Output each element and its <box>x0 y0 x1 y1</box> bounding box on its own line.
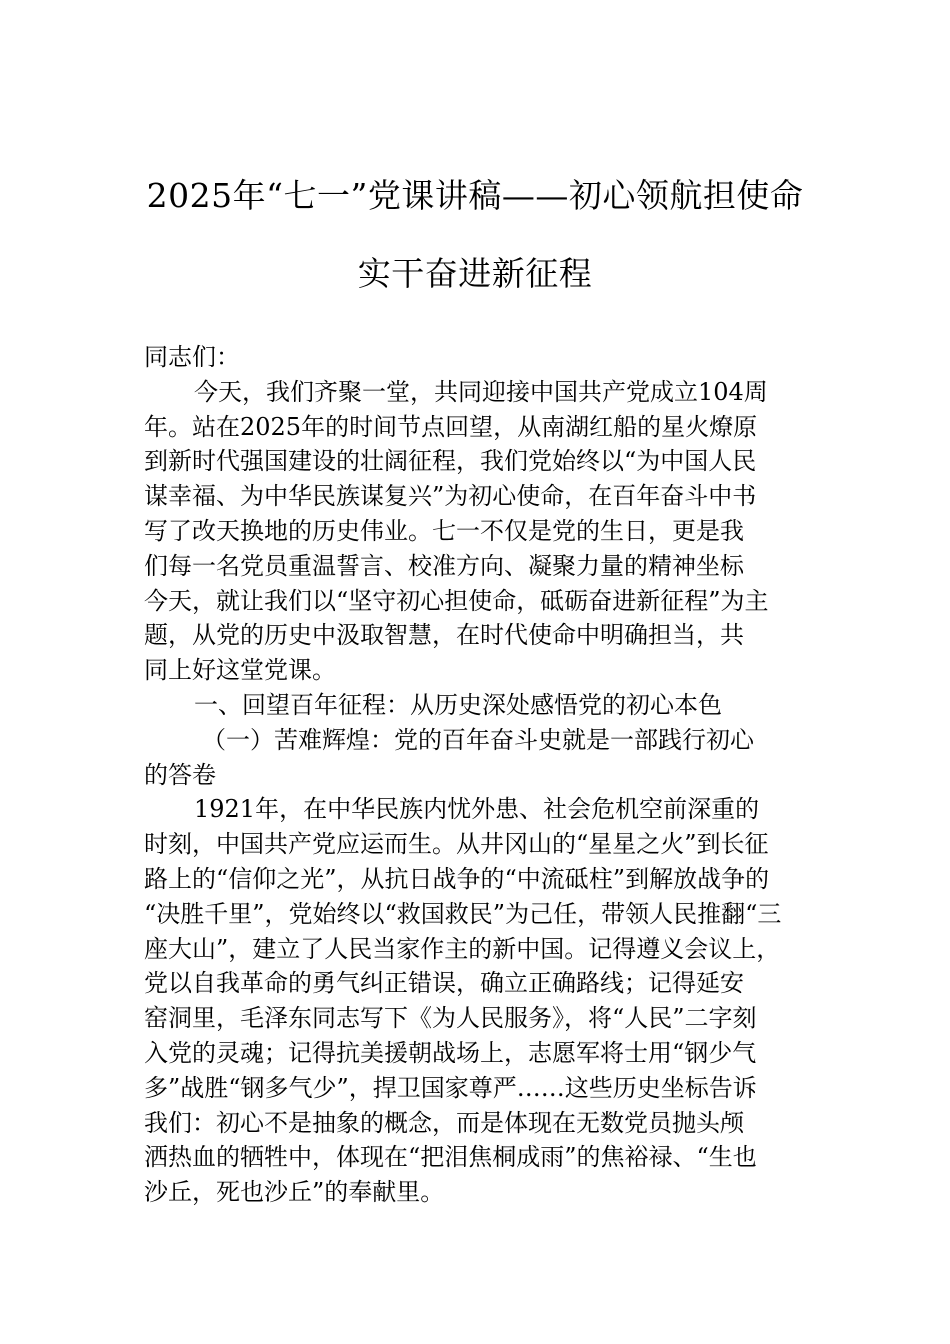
body-text-line: 年。站在2025年的时间节点回望，从南湖红船的星火燎原 <box>144 412 758 441</box>
body-text-line: 今天，我们齐聚一堂，共同迎接中国共产党成立104周 <box>194 377 768 406</box>
body-text-line: 题，从党的历史中汲取智慧，在时代使命中明确担当，共 <box>144 621 744 650</box>
body-text-line: 窑洞里，毛泽东同志写下《为人民服务》，将“人民”二字刻 <box>144 1004 757 1033</box>
body-text-line: 1921年，在中华民族内忧外患、社会危机空前深重的 <box>194 795 760 824</box>
body-text-line: “决胜千里”，党始终以“救国救民”为己任，带领人民推翻“三 <box>144 899 782 928</box>
body-text-line: 同上好这堂党课。 <box>144 656 336 685</box>
salutation: 同志们： <box>144 343 240 371</box>
document-title <box>120 176 830 294</box>
body-text-line: 的答卷 <box>144 760 216 789</box>
body-text-line: 党以自我革命的勇气纠正错误，确立正确路线；记得延安 <box>144 969 744 998</box>
body-text-line: 时刻，中国共产党应运而生。从井冈山的“星星之火”到长征 <box>144 830 769 859</box>
body-text-line: 座大山”，建立了人民当家作主的新中国。记得遵义会议上， <box>144 934 781 963</box>
title-line-1: 2025年“七一”党课讲稿——初心领航担使命 <box>146 176 804 215</box>
body-text-line: 我们：初心不是抽象的概念，而是体现在无数党员抛头颅 <box>144 1108 744 1137</box>
subsection-heading: （一）苦难辉煌：党的百年奋斗史就是一部践行初心 <box>202 725 754 754</box>
body-text-line: 到新时代强国建设的壮阔征程，我们党始终以“为中国人民 <box>144 447 757 476</box>
body-text-line: 们每一名党员重温誓言、校准方向、凝聚力量的精神坐标 <box>144 551 744 580</box>
body-text-line: 多”战胜“钢多气少”，捍卫国家尊严……这些历史坐标告诉 <box>144 1073 757 1102</box>
body-text-line: 今天，就让我们以“坚守初心担使命，砥砺奋进新征程”为主 <box>144 586 769 615</box>
document-body <box>144 340 810 1210</box>
title-line-2: 实干奋进新征程 <box>357 254 593 293</box>
body-text-line: 写了改天换地的历史伟业。七一不仅是党的生日，更是我 <box>144 516 744 545</box>
body-text-line: 路上的“信仰之光”，从抗日战争的“中流砥柱”到解放战争的 <box>144 864 770 893</box>
body-text-line: 入党的灵魂；记得抗美援朝战场上，志愿军将士用“钢少气 <box>144 1038 757 1067</box>
body-text-line: 洒热血的牺牲中，体现在“把泪焦桐成雨”的焦裕禄、“生也 <box>144 1143 757 1172</box>
section-heading: 一、回望百年征程：从历史深处感悟党的初心本色 <box>194 690 722 719</box>
body-text-line: 谋幸福、为中华民族谋复兴”为初心使命，在百年奋斗中书 <box>144 482 757 511</box>
body-text-line: 沙丘，死也沙丘”的奉献里。 <box>144 1178 445 1207</box>
